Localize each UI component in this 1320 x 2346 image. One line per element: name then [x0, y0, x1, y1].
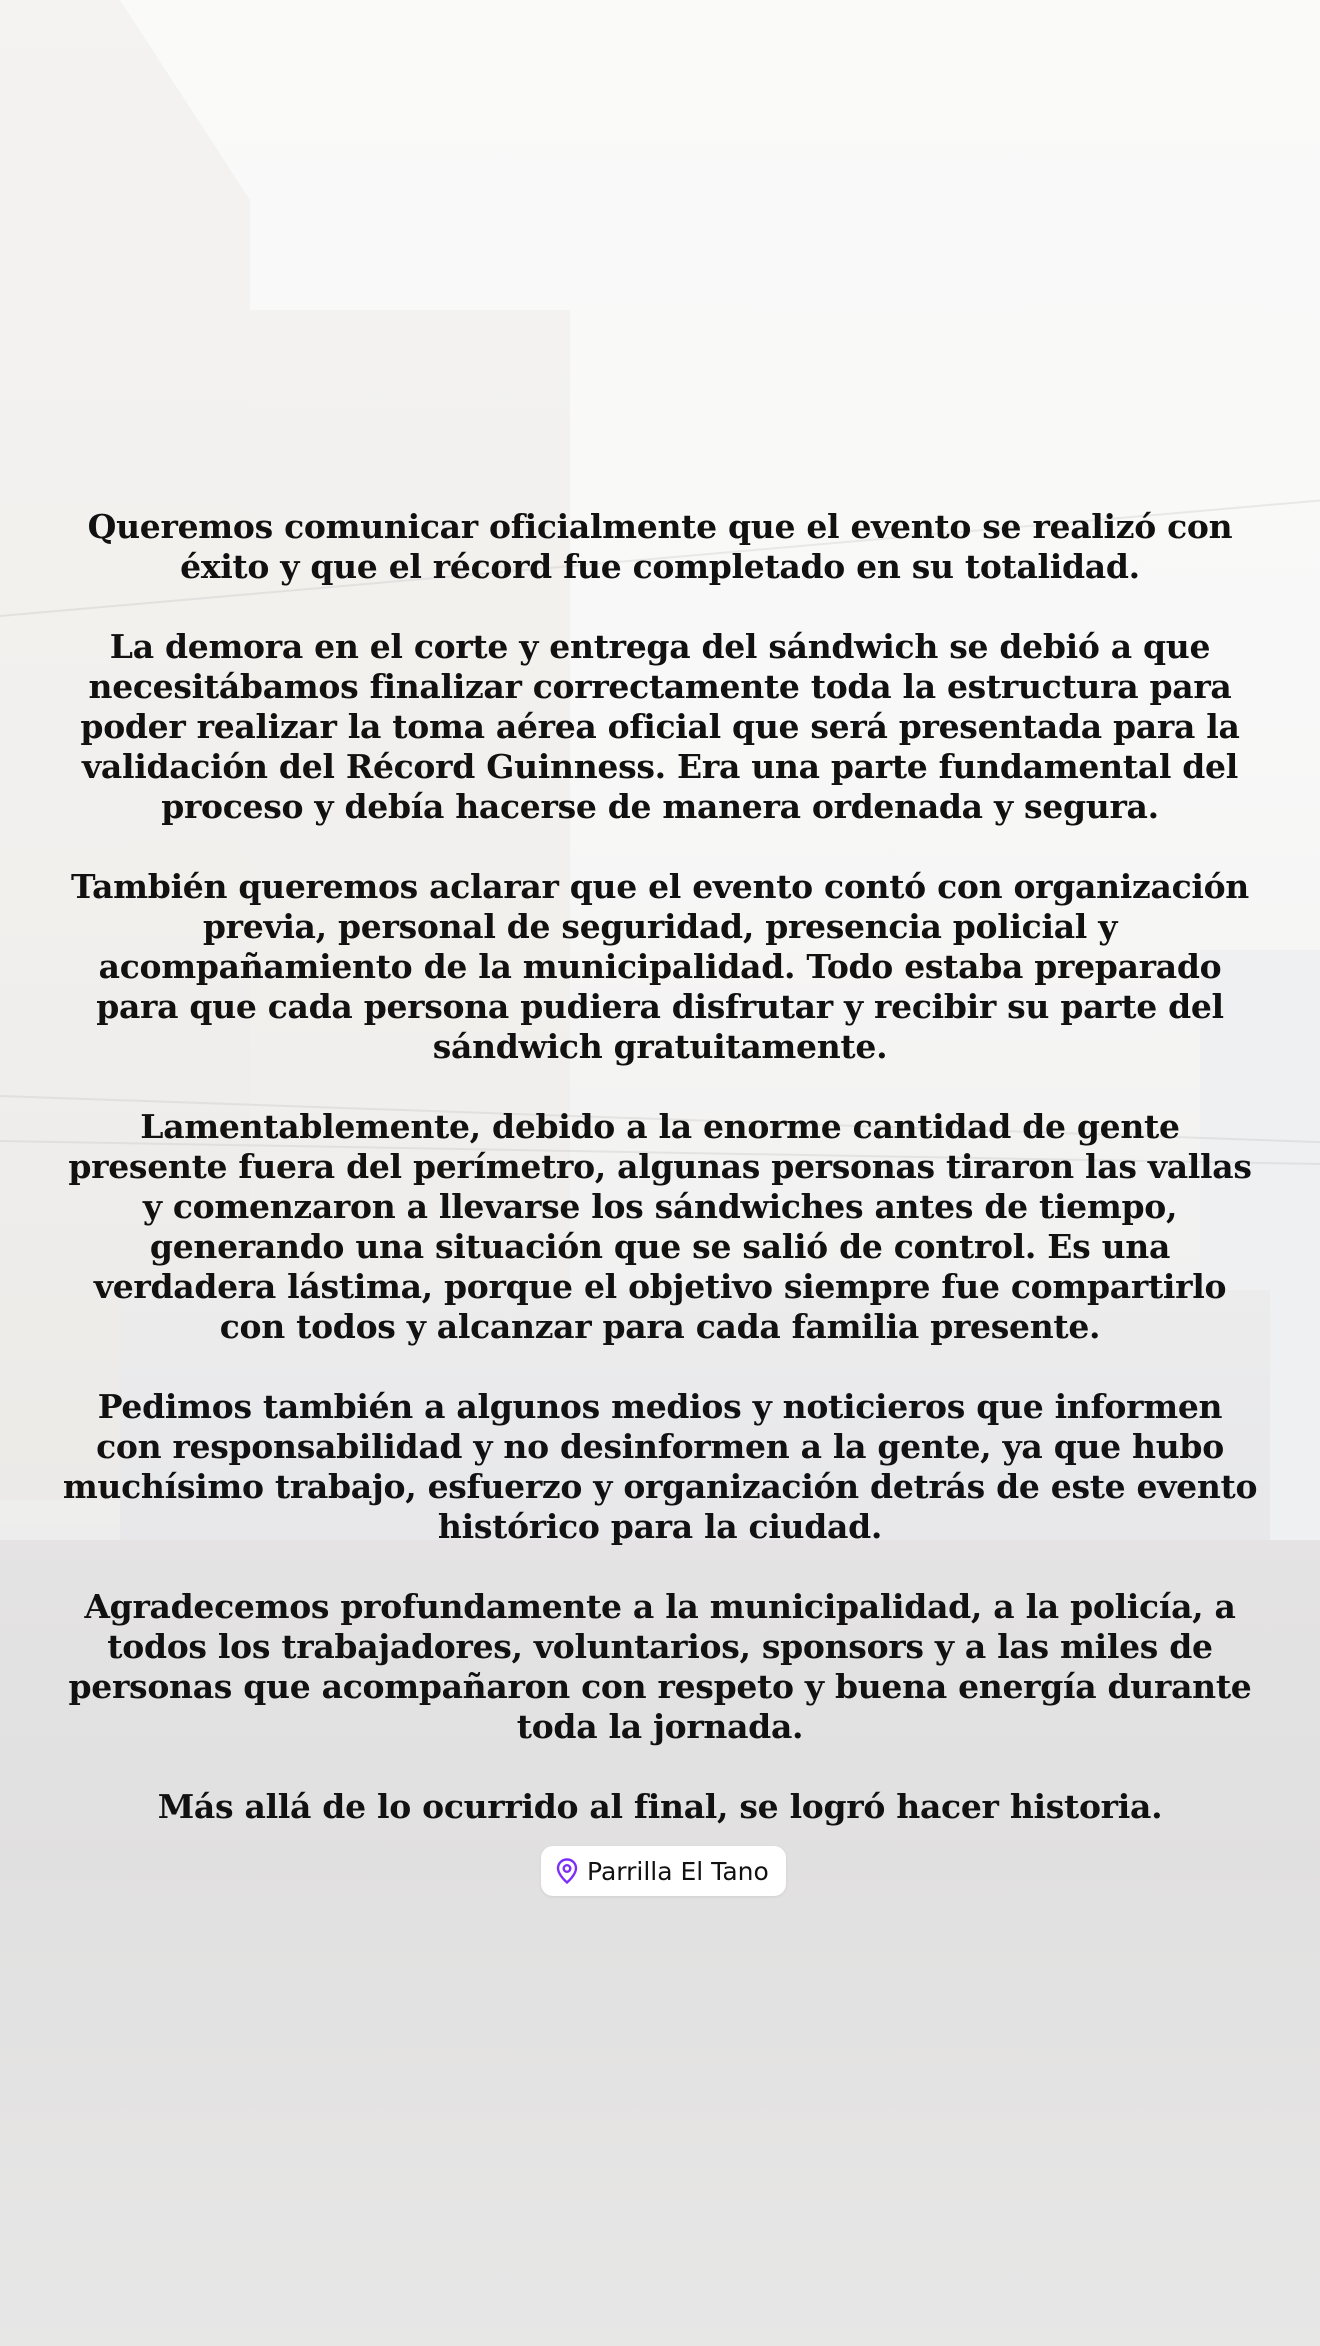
location-label: Parrilla El Tano — [587, 1856, 769, 1886]
paragraph-incident: Lamentablemente, debido a la enorme cantidad de gente presente fuera del perímetro, algunas personas tiraron las vallas y comenzaron a llevarse los sándwiches antes de tiempo, generando una situación que se salió de control. Es una verdadera lástima, porque el objetivo siempre fue compartirlo con todos y alcanzar para cada familia presente. — [68, 1107, 1252, 1346]
paragraph-organization: También queremos aclarar que el evento contó con organización previa, personal de seguridad, presencia policial y acompañamiento de la municipalidad. Todo estaba preparado para que cada persona pudiera disfrutar y recibir su parte del sándwich gratuitamente. — [71, 867, 1249, 1066]
paragraph-announcement: Queremos comunicar oficialmente que el evento se realizó con éxito y que el récord fue completado en su totalidad. — [87, 507, 1233, 586]
paragraph-thanks: Agradecemos profundamente a la municipalidad, a la policía, a todos los trabajadores, voluntarios, sponsors y a las miles de personas que acompañaron con respeto y buena energía durante toda la jornada. — [68, 1587, 1252, 1746]
location-pin-icon — [555, 1857, 579, 1885]
story-text-block — [60, 507, 1260, 1827]
paragraph-media-request: Pedimos también a algunos medios y noticieros que informen con responsabilidad y no desinformen a la gente, ya que hubo muchísimo trabajo, esfuerzo y organización detrás de este evento histórico para la ciudad. — [62, 1387, 1258, 1546]
location-sticker[interactable] — [541, 1846, 786, 1896]
paragraph-closing: Más allá de lo ocurrido al final, se logró hacer historia. — [157, 1787, 1163, 1826]
paragraph-delay-explanation: La demora en el corte y entrega del sándwich se debió a que necesitábamos finalizar correctamente toda la estructura para poder realizar la toma aérea oficial que será presentada para la validación del Récord Guinness. Era una parte fundamental del proceso y debía hacerse de manera ordenada y segura. — [80, 627, 1240, 826]
